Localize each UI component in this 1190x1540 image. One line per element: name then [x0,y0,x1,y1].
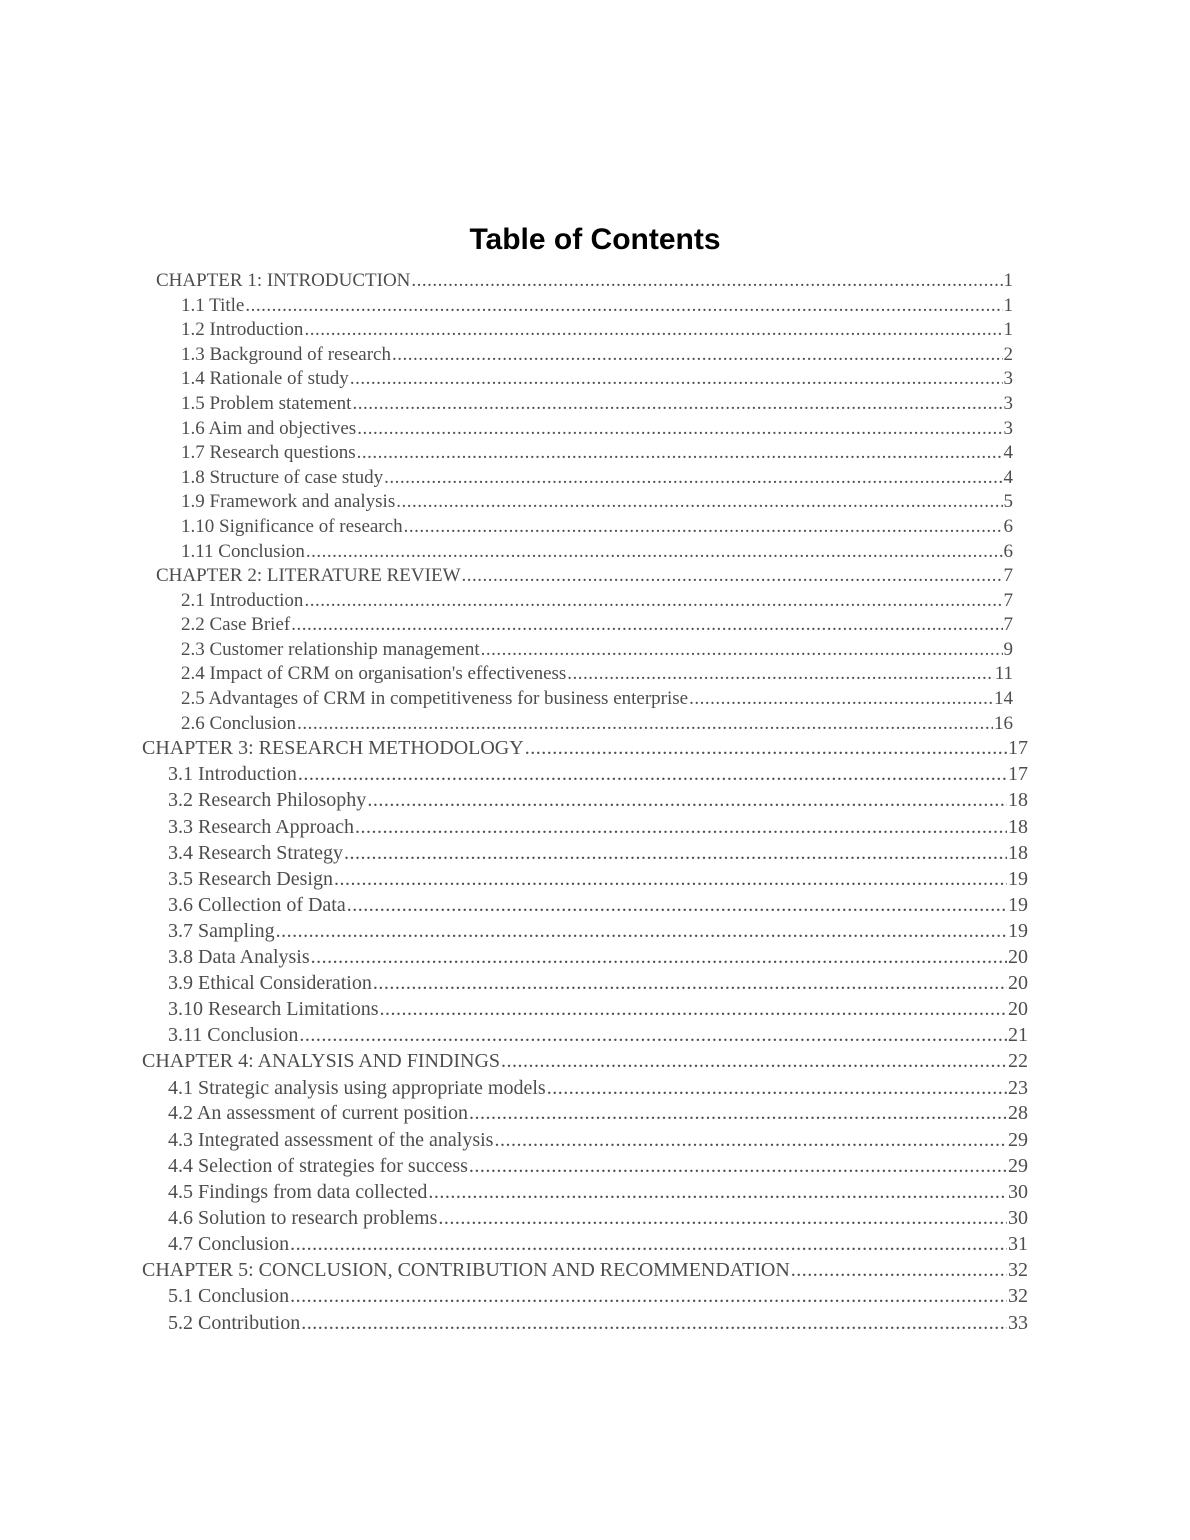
dot-leader [525,736,1007,760]
toc-section-3-9[interactable] [168,971,1028,995]
toc-section-4-6[interactable] [168,1206,1028,1230]
toc-entry-page: 19 [1008,894,1028,916]
toc-section-1-5[interactable] [181,392,1013,416]
toc-entry-page: 17 [1008,737,1028,759]
dot-leader [304,589,1002,613]
dot-leader [438,1206,1007,1230]
dot-leader [301,1311,1007,1335]
toc-section-4-7[interactable] [168,1232,1028,1256]
toc-entry-page: 33 [1008,1312,1028,1334]
toc-section-3-5[interactable] [168,867,1028,891]
toc-entry-label: CHAPTER 3: RESEARCH METHODOLOGY [142,737,524,759]
toc-section-1-7[interactable] [181,441,1013,465]
toc-entry-page: 1 [1003,270,1013,291]
toc-entry-label: 1.6 Aim and objectives [181,418,357,439]
dot-leader [404,515,1003,539]
toc-entry-page: 16 [994,713,1013,734]
dot-leader [357,417,1002,441]
toc-entry-page: 23 [1008,1077,1028,1099]
dot-leader [298,762,1007,786]
toc-chapter-5[interactable] [142,1258,1028,1282]
toc-chapter-2[interactable] [156,564,1013,588]
toc-entry-page: 7 [1003,565,1013,586]
dot-leader [373,971,1007,995]
toc-entry-label: 3.11 Conclusion [168,1024,299,1046]
toc-entry-page: 20 [1008,972,1028,994]
toc-entry-label: 5.1 Conclusion [168,1285,290,1307]
dot-leader [501,1049,1007,1073]
toc-entry-label: 5.2 Contribution [168,1312,301,1334]
dot-leader [311,945,1007,969]
page-title: Table of Contents [469,223,721,256]
toc-chapter-1[interactable] [156,269,1013,293]
toc-entry-page: 31 [1008,1233,1028,1255]
toc-section-1-9[interactable] [181,490,1013,514]
toc-entry-label: 4.5 Findings from data collected [168,1181,428,1203]
dot-leader [297,712,993,736]
toc-section-2-4[interactable] [181,662,1013,686]
toc-entry-page: 28 [1008,1102,1028,1124]
toc-entry-page: 6 [1003,516,1013,537]
toc-entry-page: 3 [1003,368,1013,389]
toc-entry-label: 3.2 Research Philosophy [168,789,367,811]
toc-entry-label: 4.1 Strategic analysis using appropriate models [168,1077,546,1099]
toc-entry-page: 1 [1003,319,1013,340]
dot-leader [276,919,1007,943]
toc-section-1-1[interactable] [181,294,1013,318]
toc-entry-label: 1.1 Title [181,295,245,316]
toc-section-5-1[interactable] [168,1284,1028,1308]
toc-entry-page: 19 [1008,920,1028,942]
toc-entry-label: 3.4 Research Strategy [168,842,343,864]
toc-entry-page: 17 [1008,763,1028,785]
dot-leader [367,788,1007,812]
toc-section-1-8[interactable] [181,466,1013,490]
toc-entry-page: 29 [1008,1129,1028,1151]
dot-leader [791,1258,1007,1282]
toc-section-4-5[interactable] [168,1180,1028,1204]
dot-leader [350,367,1003,391]
toc-section-2-6[interactable] [181,712,1013,736]
toc-entry-label: 4.2 An assessment of current position [168,1102,468,1124]
toc-entry-label: 1.5 Problem statement [181,393,352,414]
dot-leader [469,1101,1007,1125]
toc-entry-label: 3.7 Sampling [168,920,275,942]
toc-entry-page: 5 [1003,491,1013,512]
dot-leader [481,638,1003,662]
dot-leader [494,1128,1007,1152]
toc-entry-page: 9 [1003,639,1013,660]
toc-section-3-2[interactable] [168,788,1028,812]
toc-entry-label: 3.3 Research Approach [168,816,355,838]
toc-entry-page: 32 [1008,1285,1028,1307]
toc-section-3-10[interactable] [168,997,1028,1021]
dot-leader [291,613,1002,637]
dot-leader [567,662,993,686]
toc-entry-label: 3.6 Collection of Data [168,894,346,916]
toc-section-2-5[interactable] [181,687,1013,711]
dot-leader [344,841,1007,865]
toc-entry-label: 1.4 Rationale of study [181,368,349,389]
dot-leader [392,343,1003,367]
toc-entry-label: 2.1 Introduction [181,590,304,611]
toc-entry-page: 19 [1008,868,1028,890]
toc-entry-label: 1.8 Structure of case study [181,467,384,488]
toc-entry-label: 3.5 Research Design [168,868,333,890]
toc-entry-label: 1.9 Framework and analysis [181,491,396,512]
toc-entry-page: 18 [1008,789,1028,811]
dot-leader [380,997,1007,1021]
dot-leader [355,815,1007,839]
toc-section-5-2[interactable] [168,1311,1028,1335]
toc-entry-page: 14 [994,688,1013,709]
toc-entry-label: 2.3 Customer relationship management [181,639,480,660]
toc-entry-page: 22 [1008,1050,1028,1072]
toc-entry-label: 3.10 Research Limitations [168,998,379,1020]
toc-entry-page: 6 [1003,541,1013,562]
toc-entry-page: 7 [1003,614,1013,635]
dot-leader [290,1232,1007,1256]
toc-entry-page: 18 [1008,842,1028,864]
toc-entry-page: 18 [1008,816,1028,838]
toc-entry-label: 2.5 Advantages of CRM in competitiveness for business enterprise [181,688,689,709]
toc-entry-label: 4.7 Conclusion [168,1233,290,1255]
toc-entry-page: 29 [1008,1155,1028,1177]
toc-entry-page: 20 [1008,998,1028,1020]
dot-leader [290,1284,1007,1308]
toc-section-1-11[interactable] [181,540,1013,564]
dot-leader [352,392,1002,416]
toc-section-2-2[interactable] [181,613,1013,637]
toc-chapter-4[interactable] [142,1049,1028,1073]
toc-chapter-3[interactable] [142,736,1028,760]
toc-entry-page: 4 [1003,442,1013,463]
dot-leader [334,867,1007,891]
toc-section-1-6[interactable] [181,417,1013,441]
dot-leader [245,294,1002,318]
toc-entry-label: 1.11 Conclusion [181,541,305,562]
dot-leader [547,1076,1007,1100]
toc-section-3-8[interactable] [168,945,1028,969]
dot-leader [462,564,1003,588]
toc-section-1-10[interactable] [181,515,1013,539]
dot-leader [347,893,1007,917]
dot-leader [357,441,1003,465]
toc-entry-page: 1 [1003,295,1013,316]
toc-entry-label: 1.7 Research questions [181,442,356,463]
dot-leader [304,318,1002,342]
dot-leader [384,466,1002,490]
toc-section-4-2[interactable] [168,1101,1028,1125]
toc-entry-page: 3 [1003,393,1013,414]
toc-entry-label: 4.6 Solution to research problems [168,1207,438,1229]
toc-entry-label: 2.2 Case Brief [181,614,291,635]
dot-leader [428,1180,1007,1204]
dot-leader [469,1154,1007,1178]
toc-section-2-1[interactable] [181,589,1013,613]
toc-entry-page: 3 [1003,418,1013,439]
toc-entry-label: 3.9 Ethical Consideration [168,972,372,994]
toc-section-2-3[interactable] [181,638,1013,662]
toc-section-3-7[interactable] [168,919,1028,943]
dot-leader [299,1023,1007,1047]
toc-entry-label: CHAPTER 1: INTRODUCTION [156,270,411,291]
toc-section-1-4[interactable] [181,367,1013,391]
dot-leader [396,490,1002,514]
toc-entry-page: 2 [1003,344,1013,365]
toc-section-4-3[interactable] [168,1128,1028,1152]
toc-entry-page: 20 [1008,946,1028,968]
toc-section-4-4[interactable] [168,1154,1028,1178]
toc-entry-label: 3.1 Introduction [168,763,297,785]
toc-section-4-1[interactable] [168,1076,1028,1100]
toc-entry-page: 7 [1003,590,1013,611]
toc-entry-label: 2.6 Conclusion [181,713,297,734]
toc-entry-label: 1.3 Background of research [181,344,391,365]
toc-section-3-1[interactable] [168,762,1028,786]
toc-entry-page: 32 [1008,1259,1028,1281]
toc-entry-label: 1.10 Significance of research [181,516,403,537]
dot-leader [689,687,993,711]
toc-section-3-4[interactable] [168,841,1028,865]
toc-entry-label: CHAPTER 4: ANALYSIS AND FINDINGS [142,1050,501,1072]
toc-entry-page: 30 [1008,1207,1028,1229]
toc-entry-label: 1.2 Introduction [181,319,304,340]
toc-entry-label: CHAPTER 2: LITERATURE REVIEW [156,565,461,586]
toc-entry-page: 4 [1003,467,1013,488]
dot-leader [306,540,1003,564]
toc-entry-page: 30 [1008,1181,1028,1203]
dot-leader [411,269,1002,293]
toc-section-3-11[interactable] [168,1023,1028,1047]
toc-section-3-3[interactable] [168,815,1028,839]
toc-entry-label: CHAPTER 5: CONCLUSION, CONTRIBUTION AND RECOMMENDATION [142,1259,790,1281]
toc-entry-label: 3.8 Data Analysis [168,946,310,968]
toc-entry-page: 11 [994,663,1013,684]
toc-section-1-2[interactable] [181,318,1013,342]
toc-entry-label: 4.4 Selection of strategies for success [168,1155,468,1177]
toc-entry-page: 21 [1008,1024,1028,1046]
toc-section-3-6[interactable] [168,893,1028,917]
toc-entry-label: 2.4 Impact of CRM on organisation's effectiveness [181,663,567,684]
toc-entry-label: 4.3 Integrated assessment of the analysis [168,1129,494,1151]
toc-section-1-3[interactable] [181,343,1013,367]
